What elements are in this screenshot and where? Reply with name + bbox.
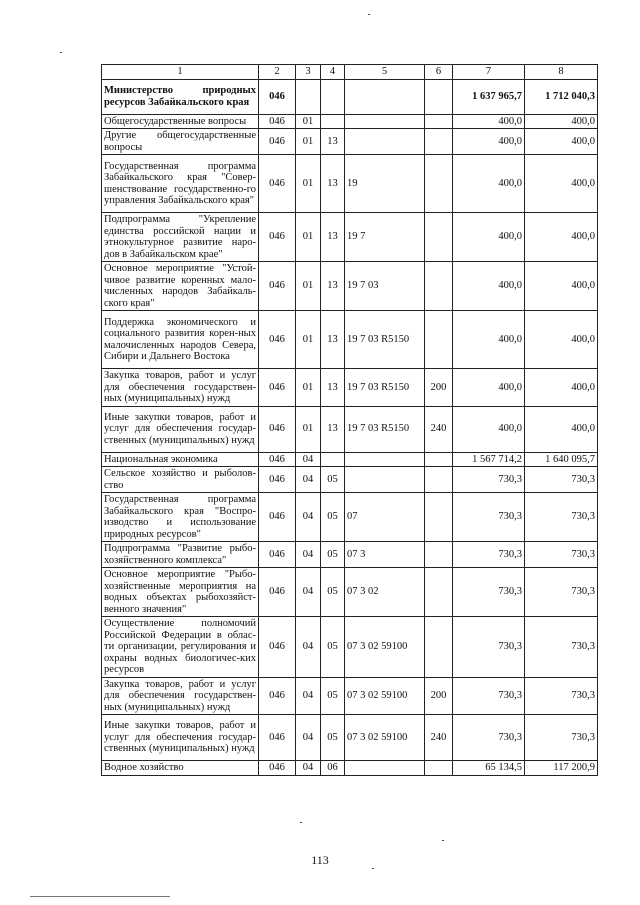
row-name: Общегосударственные вопросы — [102, 114, 259, 129]
row-ministry-code: 046 — [259, 369, 296, 407]
table-row — [102, 155, 598, 213]
row-name: Основное мероприятие "Устой-чивое развитие коренных мало-численных народов Забайкаль-ского края" — [102, 262, 259, 311]
table-row — [102, 761, 598, 776]
row-expense-type — [425, 761, 453, 776]
row-ministry-code: 046 — [259, 262, 296, 311]
row-expense-type — [425, 452, 453, 467]
table-row — [102, 129, 598, 155]
row-target-article: 19 7 03 R5150 — [345, 369, 425, 407]
row-subsection-code — [321, 79, 345, 114]
bottom-rule — [30, 896, 170, 897]
row-amount-year2: 400,0 — [525, 114, 598, 129]
row-amount-year2: 117 200,9 — [525, 761, 598, 776]
row-target-article: 07 3 — [345, 542, 425, 568]
table-row — [102, 452, 598, 467]
row-name: Осуществление полномочий Российской Федерации в облас-ти организации, регулирования и охраны водных биологичес-ких ресурсов — [102, 617, 259, 678]
row-subsection-code: 13 — [321, 311, 345, 369]
row-amount-year1: 65 134,5 — [453, 761, 525, 776]
row-expense-type — [425, 493, 453, 542]
row-name: Подпрограмма "Укрепление единства российской нации и этнокультурное развитие наро-дов в Забайкальском крае" — [102, 213, 259, 262]
header-cell: 4 — [321, 65, 345, 80]
row-ministry-code: 046 — [259, 406, 296, 452]
row-section-code: 01 — [296, 129, 321, 155]
row-ministry-code: 046 — [259, 311, 296, 369]
row-target-article: 07 — [345, 493, 425, 542]
row-subsection-code: 13 — [321, 213, 345, 262]
row-section-code: 01 — [296, 114, 321, 129]
row-name: Основное мероприятие "Рыбо-хозяйственные мероприятия на водных объектах рыбохозяйст-венного значения" — [102, 568, 259, 617]
row-target-article: 19 7 — [345, 213, 425, 262]
table-row — [102, 677, 598, 715]
scan-speck — [442, 840, 444, 841]
row-name: Иные закупки товаров, работ и услуг для обеспечения государ-ственных (муниципальных) нужд — [102, 715, 259, 761]
row-expense-type — [425, 155, 453, 213]
row-expense-type — [425, 542, 453, 568]
table-row — [102, 493, 598, 542]
row-expense-type — [425, 568, 453, 617]
row-expense-type — [425, 213, 453, 262]
row-section-code: 01 — [296, 213, 321, 262]
table-row — [102, 568, 598, 617]
row-amount-year1: 730,3 — [453, 467, 525, 493]
row-amount-year1: 400,0 — [453, 213, 525, 262]
row-amount-year2: 730,3 — [525, 677, 598, 715]
row-name: Подпрограмма "Развитие рыбо-хозяйственного комплекса" — [102, 542, 259, 568]
row-subsection-code: 05 — [321, 677, 345, 715]
row-section-code: 01 — [296, 155, 321, 213]
row-subsection-code: 13 — [321, 129, 345, 155]
row-subsection-code: 05 — [321, 493, 345, 542]
row-amount-year1: 730,3 — [453, 617, 525, 678]
row-section-code: 04 — [296, 617, 321, 678]
table-row — [102, 467, 598, 493]
row-amount-year2: 730,3 — [525, 493, 598, 542]
row-amount-year2: 1 640 095,7 — [525, 452, 598, 467]
table-row — [102, 79, 598, 114]
row-ministry-code: 046 — [259, 493, 296, 542]
row-amount-year1: 1 567 714,2 — [453, 452, 525, 467]
row-expense-type: 240 — [425, 715, 453, 761]
row-target-article — [345, 467, 425, 493]
row-ministry-code: 046 — [259, 213, 296, 262]
row-amount-year2: 730,3 — [525, 467, 598, 493]
scan-speck — [368, 14, 370, 15]
row-amount-year2: 400,0 — [525, 155, 598, 213]
row-amount-year2: 730,3 — [525, 542, 598, 568]
row-section-code — [296, 79, 321, 114]
budget-table — [101, 64, 598, 776]
row-ministry-code: 046 — [259, 129, 296, 155]
page-number: 113 — [311, 853, 329, 867]
row-subsection-code: 05 — [321, 568, 345, 617]
row-amount-year1: 730,3 — [453, 542, 525, 568]
row-amount-year2: 730,3 — [525, 568, 598, 617]
table-row — [102, 114, 598, 129]
table-row — [102, 213, 598, 262]
row-ministry-code: 046 — [259, 155, 296, 213]
row-section-code: 01 — [296, 262, 321, 311]
row-ministry-code: 046 — [259, 617, 296, 678]
row-name: Водное хозяйство — [102, 761, 259, 776]
row-name: Сельское хозяйство и рыболов-ство — [102, 467, 259, 493]
row-expense-type — [425, 311, 453, 369]
row-amount-year2: 730,3 — [525, 715, 598, 761]
row-amount-year1: 730,3 — [453, 493, 525, 542]
row-expense-type: 200 — [425, 369, 453, 407]
row-ministry-code: 046 — [259, 677, 296, 715]
row-section-code: 04 — [296, 761, 321, 776]
row-subsection-code: 13 — [321, 262, 345, 311]
header-cell: 5 — [345, 65, 425, 80]
row-name: Государственная программа Забайкальского края "Воспро-изводство и использование природных ресурсов" — [102, 493, 259, 542]
row-name: Поддержка экономического и социального развития корен-ных малочисленных народов Севера, Сибири и Дальнего Востока — [102, 311, 259, 369]
row-expense-type — [425, 79, 453, 114]
header-cell: 1 — [102, 65, 259, 80]
scan-speck — [372, 868, 374, 869]
row-subsection-code — [321, 114, 345, 129]
row-amount-year2: 1 712 040,3 — [525, 79, 598, 114]
row-expense-type — [425, 262, 453, 311]
row-ministry-code: 046 — [259, 467, 296, 493]
row-ministry-code: 046 — [259, 761, 296, 776]
row-target-article — [345, 452, 425, 467]
row-ministry-code: 046 — [259, 114, 296, 129]
row-amount-year1: 400,0 — [453, 406, 525, 452]
table-row — [102, 406, 598, 452]
row-target-article — [345, 761, 425, 776]
row-target-article: 19 7 03 R5150 — [345, 311, 425, 369]
header-cell: 7 — [453, 65, 525, 80]
row-amount-year2: 400,0 — [525, 369, 598, 407]
row-name: Государственная программа Забайкальского края "Совер-шенствование государственно-го управления Забайкальского края" — [102, 155, 259, 213]
row-subsection-code: 06 — [321, 761, 345, 776]
row-ministry-code: 046 — [259, 79, 296, 114]
row-section-code: 04 — [296, 493, 321, 542]
row-ministry-code: 046 — [259, 715, 296, 761]
row-section-code: 04 — [296, 568, 321, 617]
row-target-article — [345, 129, 425, 155]
row-section-code: 01 — [296, 406, 321, 452]
row-amount-year2: 400,0 — [525, 129, 598, 155]
row-expense-type: 240 — [425, 406, 453, 452]
row-amount-year2: 400,0 — [525, 406, 598, 452]
row-section-code: 01 — [296, 369, 321, 407]
row-amount-year1: 730,3 — [453, 715, 525, 761]
row-subsection-code: 05 — [321, 542, 345, 568]
row-target-article: 07 3 02 59100 — [345, 617, 425, 678]
row-expense-type — [425, 114, 453, 129]
row-amount-year1: 400,0 — [453, 114, 525, 129]
scan-speck — [300, 822, 302, 823]
row-amount-year1: 400,0 — [453, 262, 525, 311]
row-amount-year2: 400,0 — [525, 213, 598, 262]
table-row — [102, 262, 598, 311]
table-row — [102, 542, 598, 568]
header-cell: 6 — [425, 65, 453, 80]
row-section-code: 01 — [296, 311, 321, 369]
row-amount-year1: 400,0 — [453, 155, 525, 213]
row-amount-year1: 730,3 — [453, 677, 525, 715]
row-section-code: 04 — [296, 715, 321, 761]
row-amount-year1: 400,0 — [453, 311, 525, 369]
row-name: Другие общегосударственные вопросы — [102, 129, 259, 155]
row-subsection-code — [321, 452, 345, 467]
row-name: Закупка товаров, работ и услуг для обеспечения государствен-ных (муниципальных) нужд — [102, 677, 259, 715]
row-target-article: 07 3 02 59100 — [345, 715, 425, 761]
row-target-article: 19 7 03 — [345, 262, 425, 311]
row-expense-type — [425, 467, 453, 493]
row-expense-type: 200 — [425, 677, 453, 715]
row-subsection-code: 05 — [321, 715, 345, 761]
row-target-article: 19 7 03 R5150 — [345, 406, 425, 452]
row-amount-year1: 400,0 — [453, 129, 525, 155]
row-section-code: 04 — [296, 542, 321, 568]
row-name: Министерство природных ресурсов Забайкальского края — [102, 79, 259, 114]
row-section-code: 04 — [296, 677, 321, 715]
row-amount-year1: 1 637 965,7 — [453, 79, 525, 114]
header-cell: 3 — [296, 65, 321, 80]
row-name: Иные закупки товаров, работ и услуг для обеспечения государ-ственных (муниципальных) нужд — [102, 406, 259, 452]
row-ministry-code: 046 — [259, 452, 296, 467]
row-section-code: 04 — [296, 467, 321, 493]
row-ministry-code: 046 — [259, 568, 296, 617]
row-expense-type — [425, 617, 453, 678]
row-target-article: 07 3 02 59100 — [345, 677, 425, 715]
row-amount-year1: 730,3 — [453, 568, 525, 617]
row-target-article: 19 — [345, 155, 425, 213]
row-subsection-code: 13 — [321, 369, 345, 407]
row-ministry-code: 046 — [259, 542, 296, 568]
row-target-article — [345, 79, 425, 114]
table-row — [102, 715, 598, 761]
row-expense-type — [425, 129, 453, 155]
row-target-article: 07 3 02 — [345, 568, 425, 617]
scan-speck — [60, 52, 62, 53]
row-name: Национальная экономика — [102, 452, 259, 467]
row-amount-year2: 400,0 — [525, 262, 598, 311]
row-name: Закупка товаров, работ и услуг для обеспечения государствен-ных (муниципальных) нужд — [102, 369, 259, 407]
row-subsection-code: 13 — [321, 406, 345, 452]
table-row — [102, 369, 598, 407]
row-target-article — [345, 114, 425, 129]
row-subsection-code: 05 — [321, 467, 345, 493]
row-amount-year2: 400,0 — [525, 311, 598, 369]
row-subsection-code: 05 — [321, 617, 345, 678]
row-subsection-code: 13 — [321, 155, 345, 213]
row-amount-year1: 400,0 — [453, 369, 525, 407]
header-cell: 8 — [525, 65, 598, 80]
header-row — [102, 65, 598, 80]
header-cell: 2 — [259, 65, 296, 80]
row-section-code: 04 — [296, 452, 321, 467]
table-row — [102, 311, 598, 369]
table-row — [102, 617, 598, 678]
row-amount-year2: 730,3 — [525, 617, 598, 678]
